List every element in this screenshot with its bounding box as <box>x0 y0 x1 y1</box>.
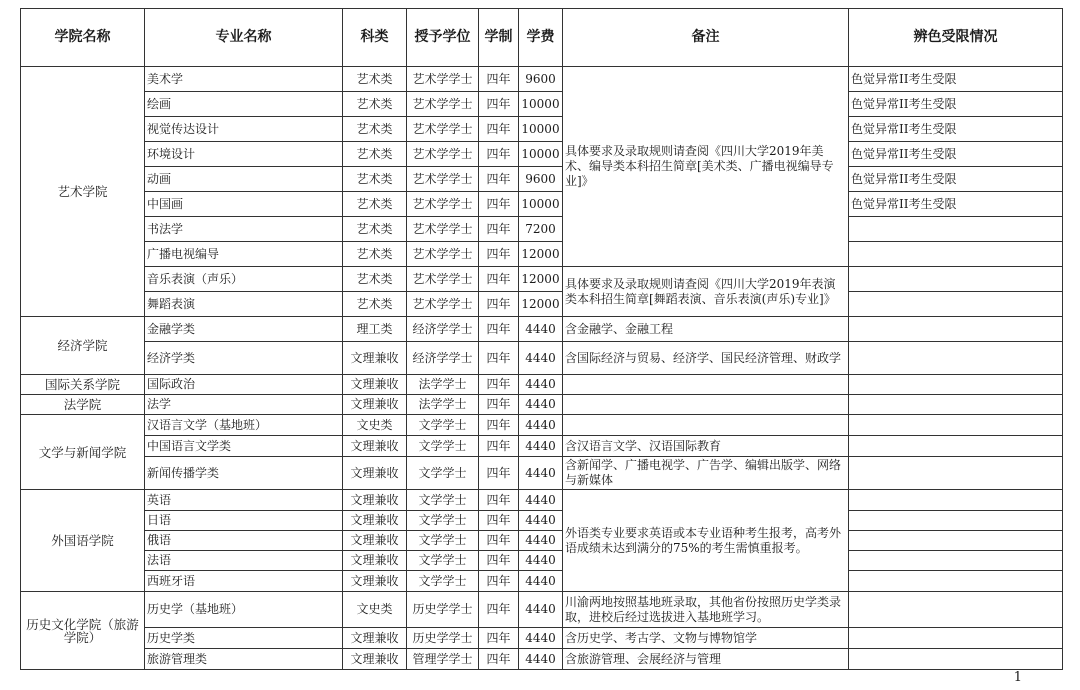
fee-cell: 4440 <box>519 649 563 670</box>
table-row <box>21 267 1063 292</box>
table-row <box>21 551 1063 571</box>
colorblind-cell <box>849 267 1063 292</box>
table-row <box>21 415 1063 436</box>
fee-cell: 4440 <box>519 571 563 592</box>
table-header-row <box>21 9 1063 67</box>
degree-cell: 艺术学学士 <box>407 92 479 117</box>
duration-cell: 四年 <box>479 117 519 142</box>
duration-cell: 四年 <box>479 92 519 117</box>
category-cell: 文史类 <box>343 415 407 436</box>
major-cell: 俄语 <box>145 531 343 551</box>
degree-cell: 文学学士 <box>407 415 479 436</box>
fee-cell: 4440 <box>519 415 563 436</box>
degree-cell: 法学学士 <box>407 375 479 395</box>
colorblind-cell <box>849 551 1063 571</box>
remark-cell-foreign: 外语类专业要求英语或本专业语种考生报考，高考外语成绩未达到满分的75%的考生需慎重报考。 <box>563 490 849 592</box>
colorblind-cell <box>849 490 1063 511</box>
category-cell: 理工类 <box>343 317 407 342</box>
major-cell: 动画 <box>145 167 343 192</box>
colorblind-cell <box>849 571 1063 592</box>
duration-cell: 四年 <box>479 192 519 217</box>
colorblind-cell <box>849 511 1063 531</box>
colorblind-cell <box>849 375 1063 395</box>
remark-cell: 川渝两地按照基地班录取，其他省份按照历史学类录取，进校后经过选拔进入基地班学习。 <box>563 592 849 628</box>
remark-cell: 含汉语言文学、汉语国际教育 <box>563 436 849 457</box>
college-cell: 法学院 <box>21 395 145 415</box>
major-cell: 法学 <box>145 395 343 415</box>
table-row <box>21 628 1063 649</box>
table-row <box>21 317 1063 342</box>
category-cell: 艺术类 <box>343 217 407 242</box>
major-cell: 视觉传达设计 <box>145 117 343 142</box>
major-cell: 广播电视编导 <box>145 242 343 267</box>
majors-table <box>20 8 1063 670</box>
table-row <box>21 117 1063 142</box>
degree-cell: 文学学士 <box>407 457 479 490</box>
degree-cell: 法学学士 <box>407 395 479 415</box>
duration-cell: 四年 <box>479 511 519 531</box>
fee-cell: 12000 <box>519 242 563 267</box>
major-cell: 书法学 <box>145 217 343 242</box>
header-college: 学院名称 <box>21 9 145 67</box>
table-row <box>21 142 1063 167</box>
colorblind-cell <box>849 649 1063 670</box>
header-duration: 学制 <box>479 9 519 67</box>
fee-cell: 4440 <box>519 436 563 457</box>
remark-cell: 含旅游管理、会展经济与管理 <box>563 649 849 670</box>
colorblind-cell: 色觉异常II考生受限 <box>849 142 1063 167</box>
major-cell: 历史学类 <box>145 628 343 649</box>
major-cell: 国际政治 <box>145 375 343 395</box>
duration-cell: 四年 <box>479 342 519 375</box>
colorblind-cell <box>849 457 1063 490</box>
major-cell: 历史学（基地班） <box>145 592 343 628</box>
major-cell: 舞蹈表演 <box>145 292 343 317</box>
table-row <box>21 217 1063 242</box>
fee-cell: 10000 <box>519 192 563 217</box>
remark-cell: 含金融学、金融工程 <box>563 317 849 342</box>
remark-cell <box>563 395 849 415</box>
duration-cell: 四年 <box>479 267 519 292</box>
major-cell: 日语 <box>145 511 343 531</box>
table-row <box>21 92 1063 117</box>
table-row <box>21 490 1063 511</box>
table-row <box>21 375 1063 395</box>
category-cell: 艺术类 <box>343 142 407 167</box>
colorblind-cell <box>849 242 1063 267</box>
category-cell: 艺术类 <box>343 92 407 117</box>
major-cell: 旅游管理类 <box>145 649 343 670</box>
colorblind-cell <box>849 415 1063 436</box>
college-cell: 经济学院 <box>21 317 145 375</box>
college-cell: 文学与新闻学院 <box>21 415 145 490</box>
duration-cell: 四年 <box>479 292 519 317</box>
degree-cell: 文学学士 <box>407 531 479 551</box>
fee-cell: 4440 <box>519 457 563 490</box>
category-cell: 艺术类 <box>343 167 407 192</box>
remark-cell <box>563 415 849 436</box>
duration-cell: 四年 <box>479 142 519 167</box>
degree-cell: 艺术学学士 <box>407 167 479 192</box>
duration-cell: 四年 <box>479 67 519 92</box>
degree-cell: 文学学士 <box>407 511 479 531</box>
college-cell: 历史文化学院（旅游学院） <box>21 592 145 670</box>
fee-cell: 4440 <box>519 375 563 395</box>
colorblind-cell: 色觉异常II考生受限 <box>849 117 1063 142</box>
colorblind-cell <box>849 317 1063 342</box>
degree-cell: 艺术学学士 <box>407 217 479 242</box>
colorblind-cell: 色觉异常II考生受限 <box>849 92 1063 117</box>
colorblind-cell <box>849 217 1063 242</box>
major-cell: 英语 <box>145 490 343 511</box>
fee-cell: 12000 <box>519 267 563 292</box>
table-row <box>21 457 1063 490</box>
category-cell: 文理兼收 <box>343 375 407 395</box>
table-row <box>21 242 1063 267</box>
fee-cell: 7200 <box>519 217 563 242</box>
major-cell: 绘画 <box>145 92 343 117</box>
remark-cell <box>563 375 849 395</box>
header-major: 专业名称 <box>145 9 343 67</box>
colorblind-cell <box>849 395 1063 415</box>
admission-table-sheet <box>20 8 1063 670</box>
duration-cell: 四年 <box>479 217 519 242</box>
degree-cell: 文学学士 <box>407 551 479 571</box>
header-fee: 学费 <box>519 9 563 67</box>
colorblind-cell <box>849 628 1063 649</box>
degree-cell: 文学学士 <box>407 436 479 457</box>
duration-cell: 四年 <box>479 628 519 649</box>
table-row <box>21 292 1063 317</box>
college-cell: 艺术学院 <box>21 67 145 317</box>
fee-cell: 4440 <box>519 511 563 531</box>
major-cell: 中国画 <box>145 192 343 217</box>
category-cell: 文理兼收 <box>343 649 407 670</box>
duration-cell: 四年 <box>479 571 519 592</box>
duration-cell: 四年 <box>479 490 519 511</box>
duration-cell: 四年 <box>479 457 519 490</box>
major-cell: 美术学 <box>145 67 343 92</box>
duration-cell: 四年 <box>479 242 519 267</box>
duration-cell: 四年 <box>479 436 519 457</box>
colorblind-cell <box>849 292 1063 317</box>
remark-cell-performance: 具体要求及录取规则请查阅《四川大学2019年表演类本科招生简章[舞蹈表演、音乐表演(声乐)专业]》 <box>563 267 849 317</box>
category-cell: 文理兼收 <box>343 457 407 490</box>
degree-cell: 艺术学学士 <box>407 117 479 142</box>
degree-cell: 艺术学学士 <box>407 292 479 317</box>
fee-cell: 4440 <box>519 592 563 628</box>
category-cell: 艺术类 <box>343 292 407 317</box>
degree-cell: 经济学学士 <box>407 317 479 342</box>
fee-cell: 4440 <box>519 395 563 415</box>
category-cell: 文史类 <box>343 592 407 628</box>
table-row <box>21 436 1063 457</box>
degree-cell: 经济学学士 <box>407 342 479 375</box>
degree-cell: 艺术学学士 <box>407 67 479 92</box>
major-cell: 音乐表演（声乐） <box>145 267 343 292</box>
header-category: 科类 <box>343 9 407 67</box>
table-row <box>21 342 1063 375</box>
degree-cell: 文学学士 <box>407 571 479 592</box>
fee-cell: 4440 <box>519 531 563 551</box>
degree-cell: 管理学学士 <box>407 649 479 670</box>
fee-cell: 4440 <box>519 628 563 649</box>
category-cell: 艺术类 <box>343 267 407 292</box>
category-cell: 艺术类 <box>343 242 407 267</box>
fee-cell: 4440 <box>519 551 563 571</box>
fee-cell: 4440 <box>519 342 563 375</box>
major-cell: 中国语言文学类 <box>145 436 343 457</box>
category-cell: 文理兼收 <box>343 551 407 571</box>
major-cell: 西班牙语 <box>145 571 343 592</box>
duration-cell: 四年 <box>479 592 519 628</box>
remark-cell-art: 具体要求及录取规则请查阅《四川大学2019年美术、编导类本科招生简章[美术类、广播电视编导专业]》 <box>563 67 849 267</box>
duration-cell: 四年 <box>479 415 519 436</box>
fee-cell: 9600 <box>519 67 563 92</box>
table-row <box>21 167 1063 192</box>
category-cell: 文理兼收 <box>343 436 407 457</box>
degree-cell: 历史学学士 <box>407 628 479 649</box>
major-cell: 法语 <box>145 551 343 571</box>
colorblind-cell: 色觉异常II考生受限 <box>849 167 1063 192</box>
major-cell: 新闻传播学类 <box>145 457 343 490</box>
header-remark: 备注 <box>563 9 849 67</box>
degree-cell: 艺术学学士 <box>407 242 479 267</box>
colorblind-cell <box>849 531 1063 551</box>
table-row <box>21 67 1063 92</box>
major-cell: 经济学类 <box>145 342 343 375</box>
college-cell: 外国语学院 <box>21 490 145 592</box>
colorblind-cell: 色觉异常II考生受限 <box>849 192 1063 217</box>
fee-cell: 12000 <box>519 292 563 317</box>
table-row <box>21 592 1063 628</box>
header-degree: 授予学位 <box>407 9 479 67</box>
major-cell: 环境设计 <box>145 142 343 167</box>
duration-cell: 四年 <box>479 531 519 551</box>
colorblind-cell <box>849 592 1063 628</box>
table-row <box>21 511 1063 531</box>
degree-cell: 历史学学士 <box>407 592 479 628</box>
category-cell: 文理兼收 <box>343 571 407 592</box>
duration-cell: 四年 <box>479 551 519 571</box>
category-cell: 艺术类 <box>343 117 407 142</box>
major-cell: 金融学类 <box>145 317 343 342</box>
header-colorblind: 辨色受限情况 <box>849 9 1063 67</box>
table-row <box>21 192 1063 217</box>
category-cell: 文理兼收 <box>343 342 407 375</box>
fee-cell: 4440 <box>519 317 563 342</box>
category-cell: 文理兼收 <box>343 395 407 415</box>
fee-cell: 10000 <box>519 92 563 117</box>
table-row <box>21 649 1063 670</box>
degree-cell: 艺术学学士 <box>407 267 479 292</box>
category-cell: 文理兼收 <box>343 490 407 511</box>
colorblind-cell <box>849 342 1063 375</box>
category-cell: 艺术类 <box>343 67 407 92</box>
degree-cell: 艺术学学士 <box>407 142 479 167</box>
major-cell: 汉语言文学（基地班） <box>145 415 343 436</box>
colorblind-cell: 色觉异常II考生受限 <box>849 67 1063 92</box>
fee-cell: 10000 <box>519 142 563 167</box>
table-row <box>21 395 1063 415</box>
page-number: 1 <box>1013 670 1022 685</box>
fee-cell: 9600 <box>519 167 563 192</box>
remark-cell: 含新闻学、广播电视学、广告学、编辑出版学、网络与新媒体 <box>563 457 849 490</box>
fee-cell: 4440 <box>519 490 563 511</box>
category-cell: 文理兼收 <box>343 628 407 649</box>
remark-cell: 含历史学、考古学、文物与博物馆学 <box>563 628 849 649</box>
college-cell: 国际关系学院 <box>21 375 145 395</box>
degree-cell: 文学学士 <box>407 490 479 511</box>
degree-cell: 艺术学学士 <box>407 192 479 217</box>
category-cell: 文理兼收 <box>343 511 407 531</box>
category-cell: 艺术类 <box>343 192 407 217</box>
duration-cell: 四年 <box>479 395 519 415</box>
fee-cell: 10000 <box>519 117 563 142</box>
colorblind-cell <box>849 436 1063 457</box>
duration-cell: 四年 <box>479 649 519 670</box>
table-row <box>21 531 1063 551</box>
category-cell: 文理兼收 <box>343 531 407 551</box>
table-row <box>21 571 1063 592</box>
duration-cell: 四年 <box>479 167 519 192</box>
duration-cell: 四年 <box>479 375 519 395</box>
remark-cell: 含国际经济与贸易、经济学、国民经济管理、财政学 <box>563 342 849 375</box>
duration-cell: 四年 <box>479 317 519 342</box>
